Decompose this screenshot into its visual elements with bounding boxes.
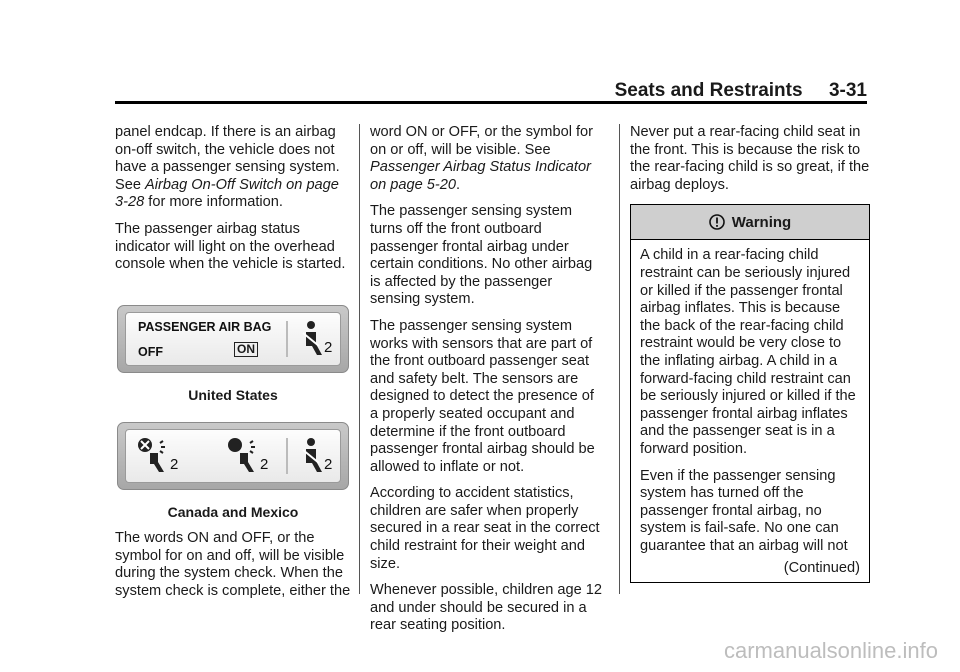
header-title [615, 80, 867, 102]
column-divider-2 [619, 124, 620, 594]
page-number: 3-31 [828, 80, 867, 101]
panel-on-label: ON [234, 342, 258, 357]
airbag-indicator-panel-canada [117, 422, 349, 490]
panel-separator [286, 438, 288, 474]
panel-seat-number: 2 [260, 456, 269, 474]
paragraph: According to accident statistics, children are safer when properly secured in a rear seat in the correct child restraint for their weight and size. [370, 485, 600, 572]
column-divider-1 [359, 124, 360, 594]
panel-seat-number: 2 [324, 456, 333, 474]
column-3 [630, 124, 870, 583]
warning-icon [709, 214, 725, 230]
caption-canada-mexico: Canada and Mexico [167, 504, 299, 521]
paragraph: word ON or OFF, or the symbol for on or off, will be visible. See Passenger Airbag Status Indicator on page 5-20. [370, 124, 594, 193]
warning-body [631, 240, 869, 582]
watermark-text: carmanualsonline.info [723, 638, 938, 663]
cross-reference-link[interactable]: Passenger Airbag Status Indicator on page 5-20 [370, 159, 591, 193]
panel-separator [286, 321, 288, 357]
panel-off-label: OFF [138, 344, 163, 359]
column-1 [115, 124, 351, 609]
continued-label: (Continued) [783, 560, 860, 577]
warning-header [631, 205, 869, 240]
paragraph: Whenever possible, children age 12 and under should be secured in a rear seating position. [370, 582, 603, 634]
airbag-on-person-icon [226, 436, 260, 476]
warning-title: Warning [731, 213, 792, 231]
panel-seat-number: 2 [170, 456, 179, 474]
cross-reference-link[interactable]: Airbag On-Off Switch on page 3-28 [115, 176, 339, 211]
paragraph: The passenger sensing system turns off the front outboard passenger frontal airbag under certain conditions. No other airbag is affected by the passenger sensing system. [370, 203, 593, 308]
paragraph: Even if the passenger sensing system has turned off the passenger frontal airbag, no system is fail-safe. No one can guarantee that an airbag will not [640, 467, 848, 554]
header-rule [115, 101, 867, 104]
paragraph: The passenger airbag status indicator will light on the overhead console when the vehicle is started. [115, 220, 346, 273]
paragraph: The passenger sensing system works with sensors that are part of the front outboard passenger seat and safety belt. The sensors are designed to detect the presence of a properly seated occupant and determine if the front outboard passenger frontal airbag should be allowed to inflate or not. [370, 317, 595, 475]
warning-box [630, 204, 870, 583]
airbag-off-person-icon [136, 436, 170, 476]
seat-belt-person-icon [298, 319, 324, 359]
panel-title: PASSENGER AIR BAG [138, 319, 272, 334]
column-2 [370, 124, 605, 644]
caption-united-states: United States [188, 386, 278, 403]
paragraph: The words ON and OFF, or the symbol for on and off, will be visible during the system check. When the system check is complete, either the [115, 529, 351, 599]
page-header [115, 80, 867, 102]
paragraph: panel endcap. If there is an airbag on-off switch, the vehicle does not have a passenger sensing system. See Airbag On-Off Switch on page 3-28 for more information. [115, 124, 340, 211]
airbag-indicator-panel-us [117, 305, 349, 373]
paragraph: Never put a rear-facing child seat in the front. This is because the risk to the rear-facing child is so great, if the airbag deploys. [630, 124, 870, 193]
panel-seat-number: 2 [324, 338, 333, 356]
section-title: Seats and Restraints [614, 80, 803, 101]
paragraph: A child in a rear-facing child restraint can be seriously injured or killed if the passenger frontal airbag inflates. This is because the back of the rear-facing child restraint would be very close to the inflating airbag. A child in a forward-facing child restraint can be seriously injured or killed if the passenger frontal airbag inflates and the passenger seat is in a forward position. [640, 247, 856, 457]
seat-belt-person-icon [298, 436, 324, 476]
